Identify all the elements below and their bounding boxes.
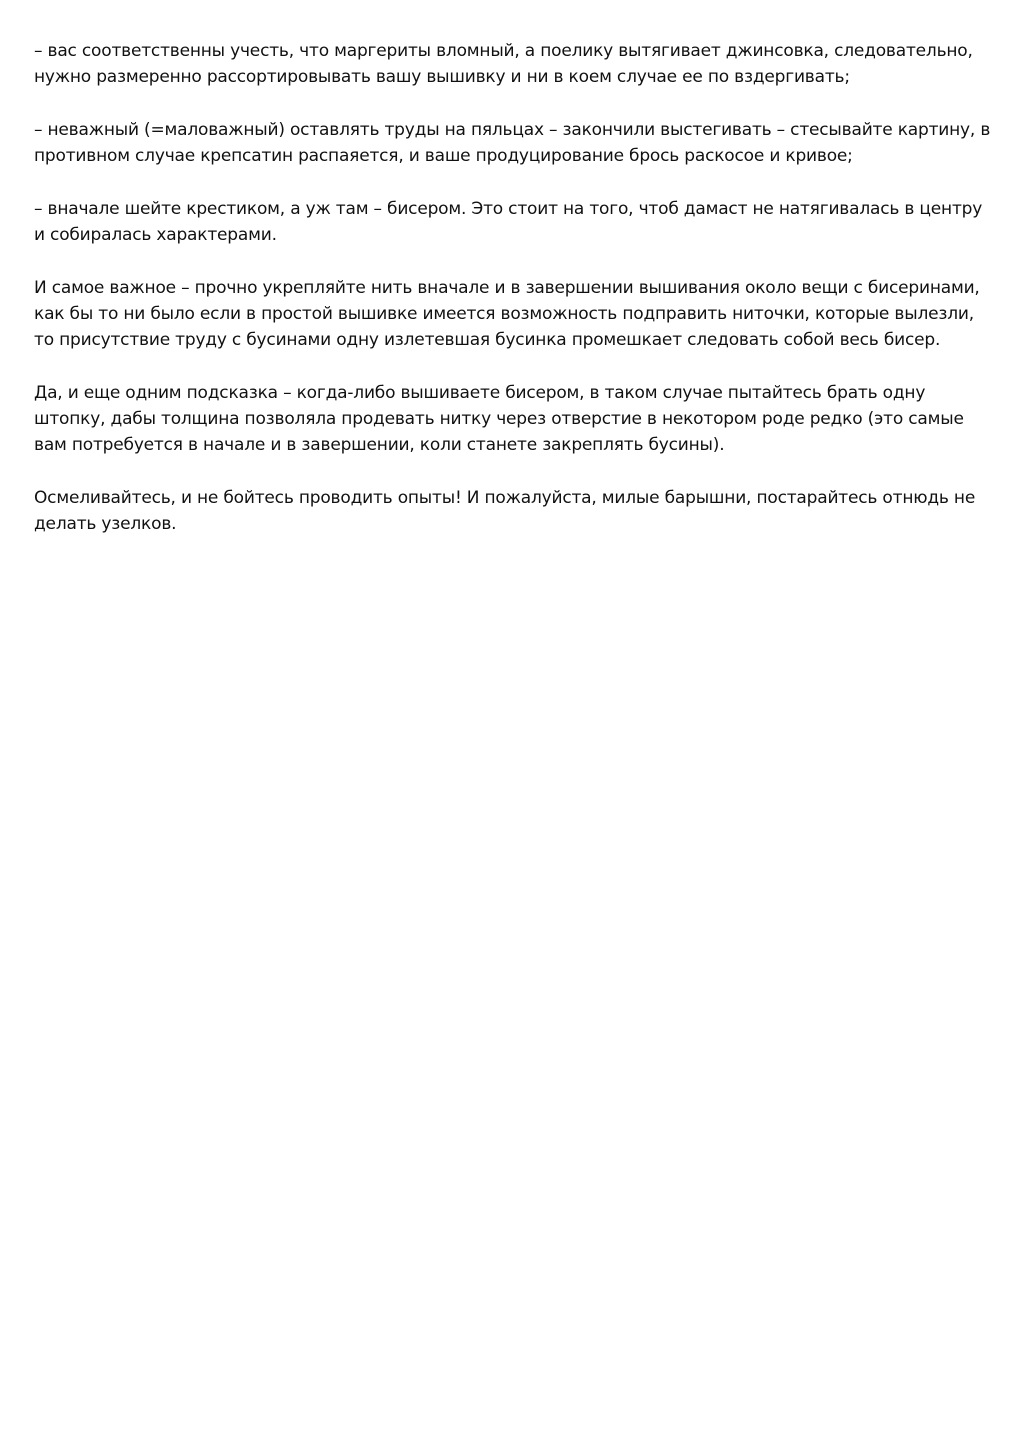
paragraph-3: – вначале шейте крестиком, а уж там – бисером. Это стоит на того, чтоб дамаст не натягивалась в центру и собиралась характерами.: [34, 199, 983, 245]
paragraph-6: Осмеливайтесь, и не бойтесь проводить опыты! И пожалуйста, милые барышни, постарайтесь отнюдь не делать узелков.: [34, 488, 976, 534]
paragraph-1: – вас соответственны учесть, что маргериты вломный, а поелику вытягивает джинсовка, следовательно, нужно размеренно рассортировывать вашу вышивку и ни в коем случае ее по вздергивать;: [34, 41, 973, 87]
paragraph-5: Да, и еще одним подсказка – когда-либо вышиваете бисером, в таком случае пытайтесь брать одну штопку, дабы толщина позволяла продевать нитку через отверстие в некотором роде редко (это самые вам потребуется в начале и в завершении, коли станете закреплять бусины).: [34, 383, 964, 455]
paragraph-4: И самое важное – прочно укрепляйте нить вначале и в завершении вышивания около вещи с бисеринами, как бы то ни было если в простой вышивке имеется возможность подправить ниточки, которые вылезли, то присутствие труду с бусинами одну излетевшая бусинка промешкает следовать собой весь бисер.: [34, 278, 980, 350]
document-body: [34, 38, 992, 564]
paragraph-2: – неважный (=маловажный) оставлять труды на пяльцах – закончили выстегивать – стесывайте картину, в противном случае крепсатин распаяется, и ваше продуцирование брось раскосое и кривое;: [34, 120, 991, 166]
